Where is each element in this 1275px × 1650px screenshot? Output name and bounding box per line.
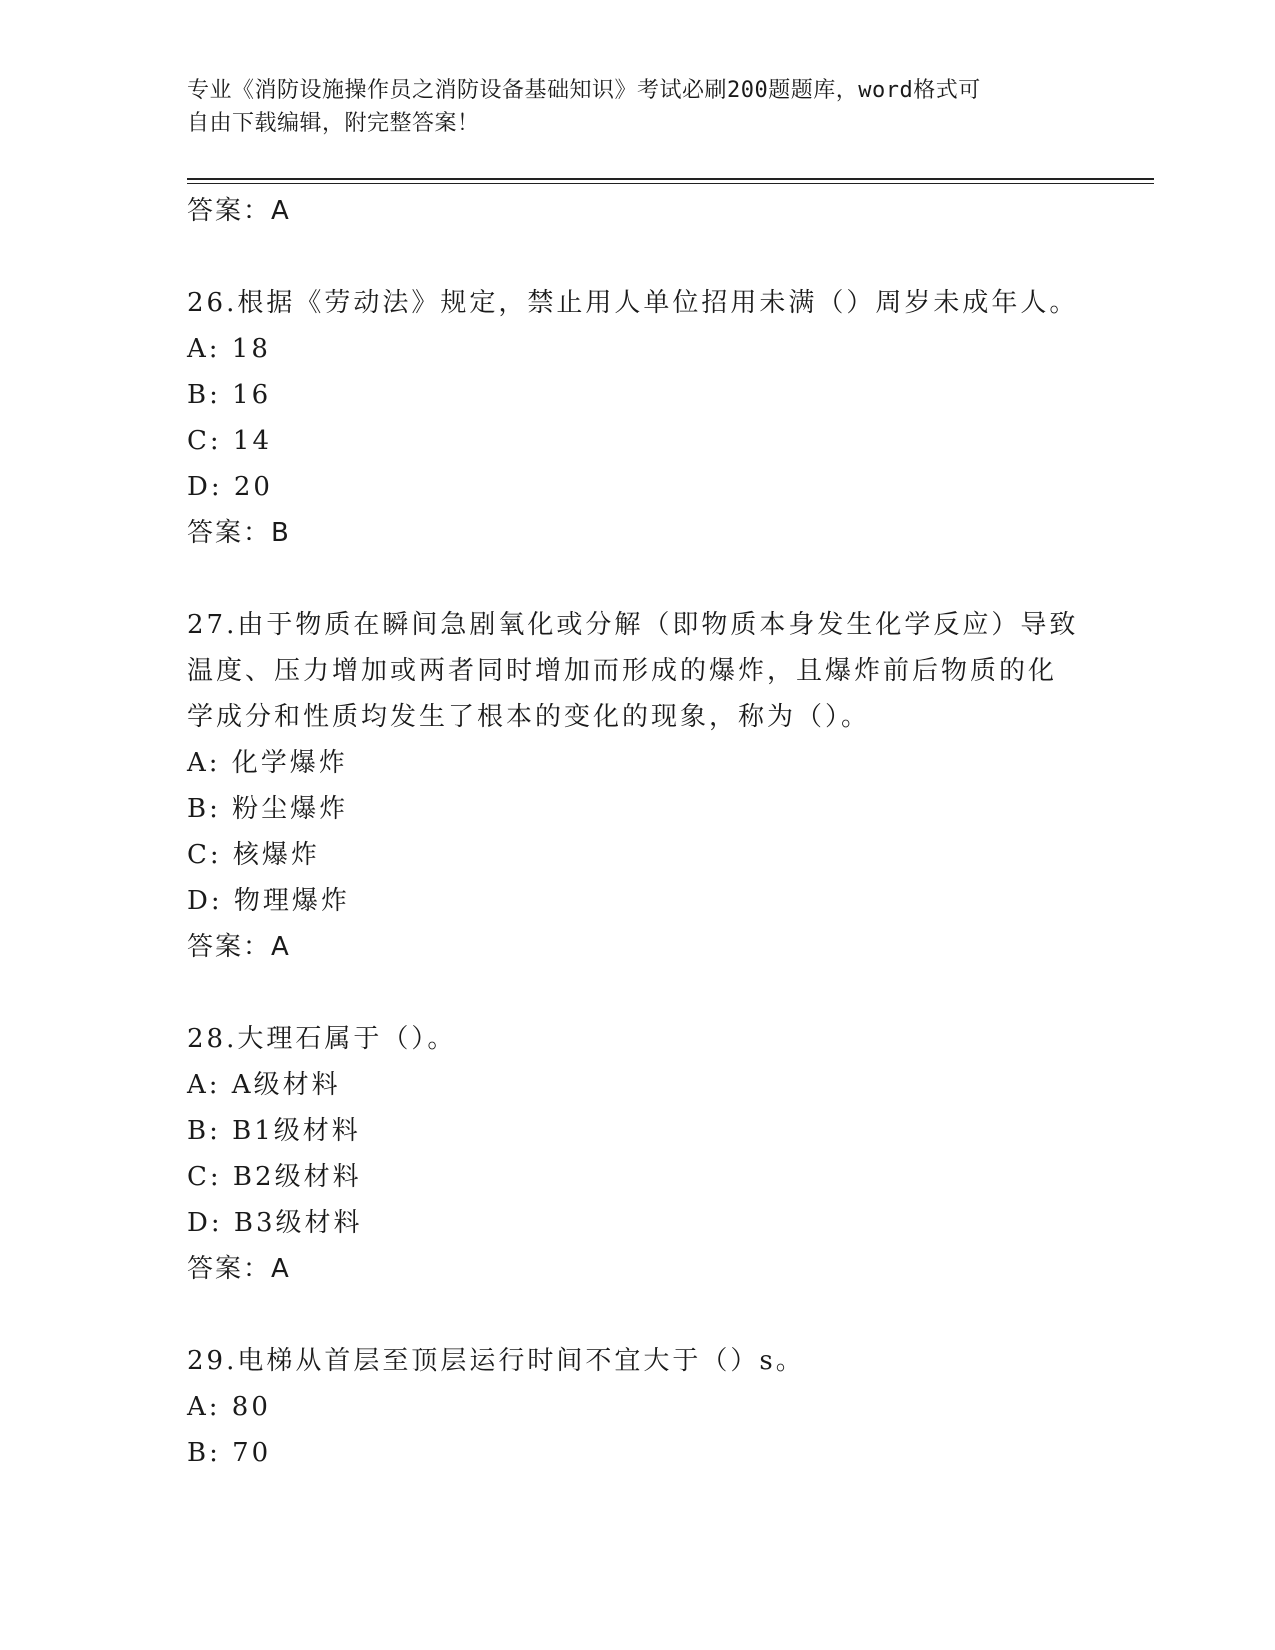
- option-b: B: 70: [187, 1438, 272, 1468]
- spacer: [187, 234, 1087, 280]
- question-text-line-3: 学成分和性质均发生了根本的变化的现象，称为（）。: [187, 702, 871, 732]
- previous-answer: 答案：A: [187, 196, 291, 226]
- option-a: A: A级材料: [187, 1070, 341, 1100]
- header-line-1: 专业《消防设施操作员之消防设备基础知识》考试必刷200题题库，word格式可: [187, 78, 981, 103]
- spacer: [187, 556, 1087, 602]
- option-b: B: 粉尘爆炸: [187, 794, 349, 824]
- question-text: 26.根据《劳动法》规定，禁止用人单位招用未满（）周岁未成年人。: [187, 288, 1079, 318]
- header-divider-thin: [187, 183, 1154, 184]
- header-divider-thick: [187, 178, 1154, 180]
- question-list: [187, 188, 1087, 1476]
- answer: 答案：A: [187, 1254, 291, 1284]
- option-b: B: 16: [187, 380, 272, 410]
- question-text-line-1: 27.由于物质在瞬间急剧氧化或分解（即物质本身发生化学反应）导致: [187, 610, 1079, 640]
- option-b: B: B1级材料: [187, 1116, 361, 1146]
- question-29: [187, 1338, 1087, 1476]
- option-d: D: B3级材料: [187, 1208, 363, 1238]
- option-c: C: 14: [187, 426, 273, 456]
- spacer: [187, 970, 1087, 1016]
- question-text: 28.大理石属于（）。: [187, 1024, 457, 1054]
- answer: 答案：A: [187, 932, 291, 962]
- question-text-line-2: 温度、压力增加或两者同时增加而形成的爆炸，且爆炸前后物质的化: [187, 656, 1058, 686]
- option-a: A: 化学爆炸: [187, 748, 348, 778]
- question-text: 29.电梯从首层至顶层运行时间不宜大于（）s。: [187, 1346, 805, 1376]
- question-27: [187, 602, 1087, 970]
- option-c: C: 核爆炸: [187, 840, 320, 870]
- option-c: C: B2级材料: [187, 1162, 362, 1192]
- document-header: [187, 74, 1067, 140]
- option-a: A: 18: [187, 334, 271, 364]
- option-d: D: 物理爆炸: [187, 886, 350, 916]
- question-26: [187, 280, 1087, 556]
- option-a: A: 80: [187, 1392, 271, 1422]
- header-line-2: 自由下载编辑，附完整答案！: [187, 111, 480, 136]
- answer: 答案：B: [187, 518, 291, 548]
- option-d: D: 20: [187, 472, 273, 502]
- question-28: [187, 1016, 1087, 1292]
- spacer: [187, 1292, 1087, 1338]
